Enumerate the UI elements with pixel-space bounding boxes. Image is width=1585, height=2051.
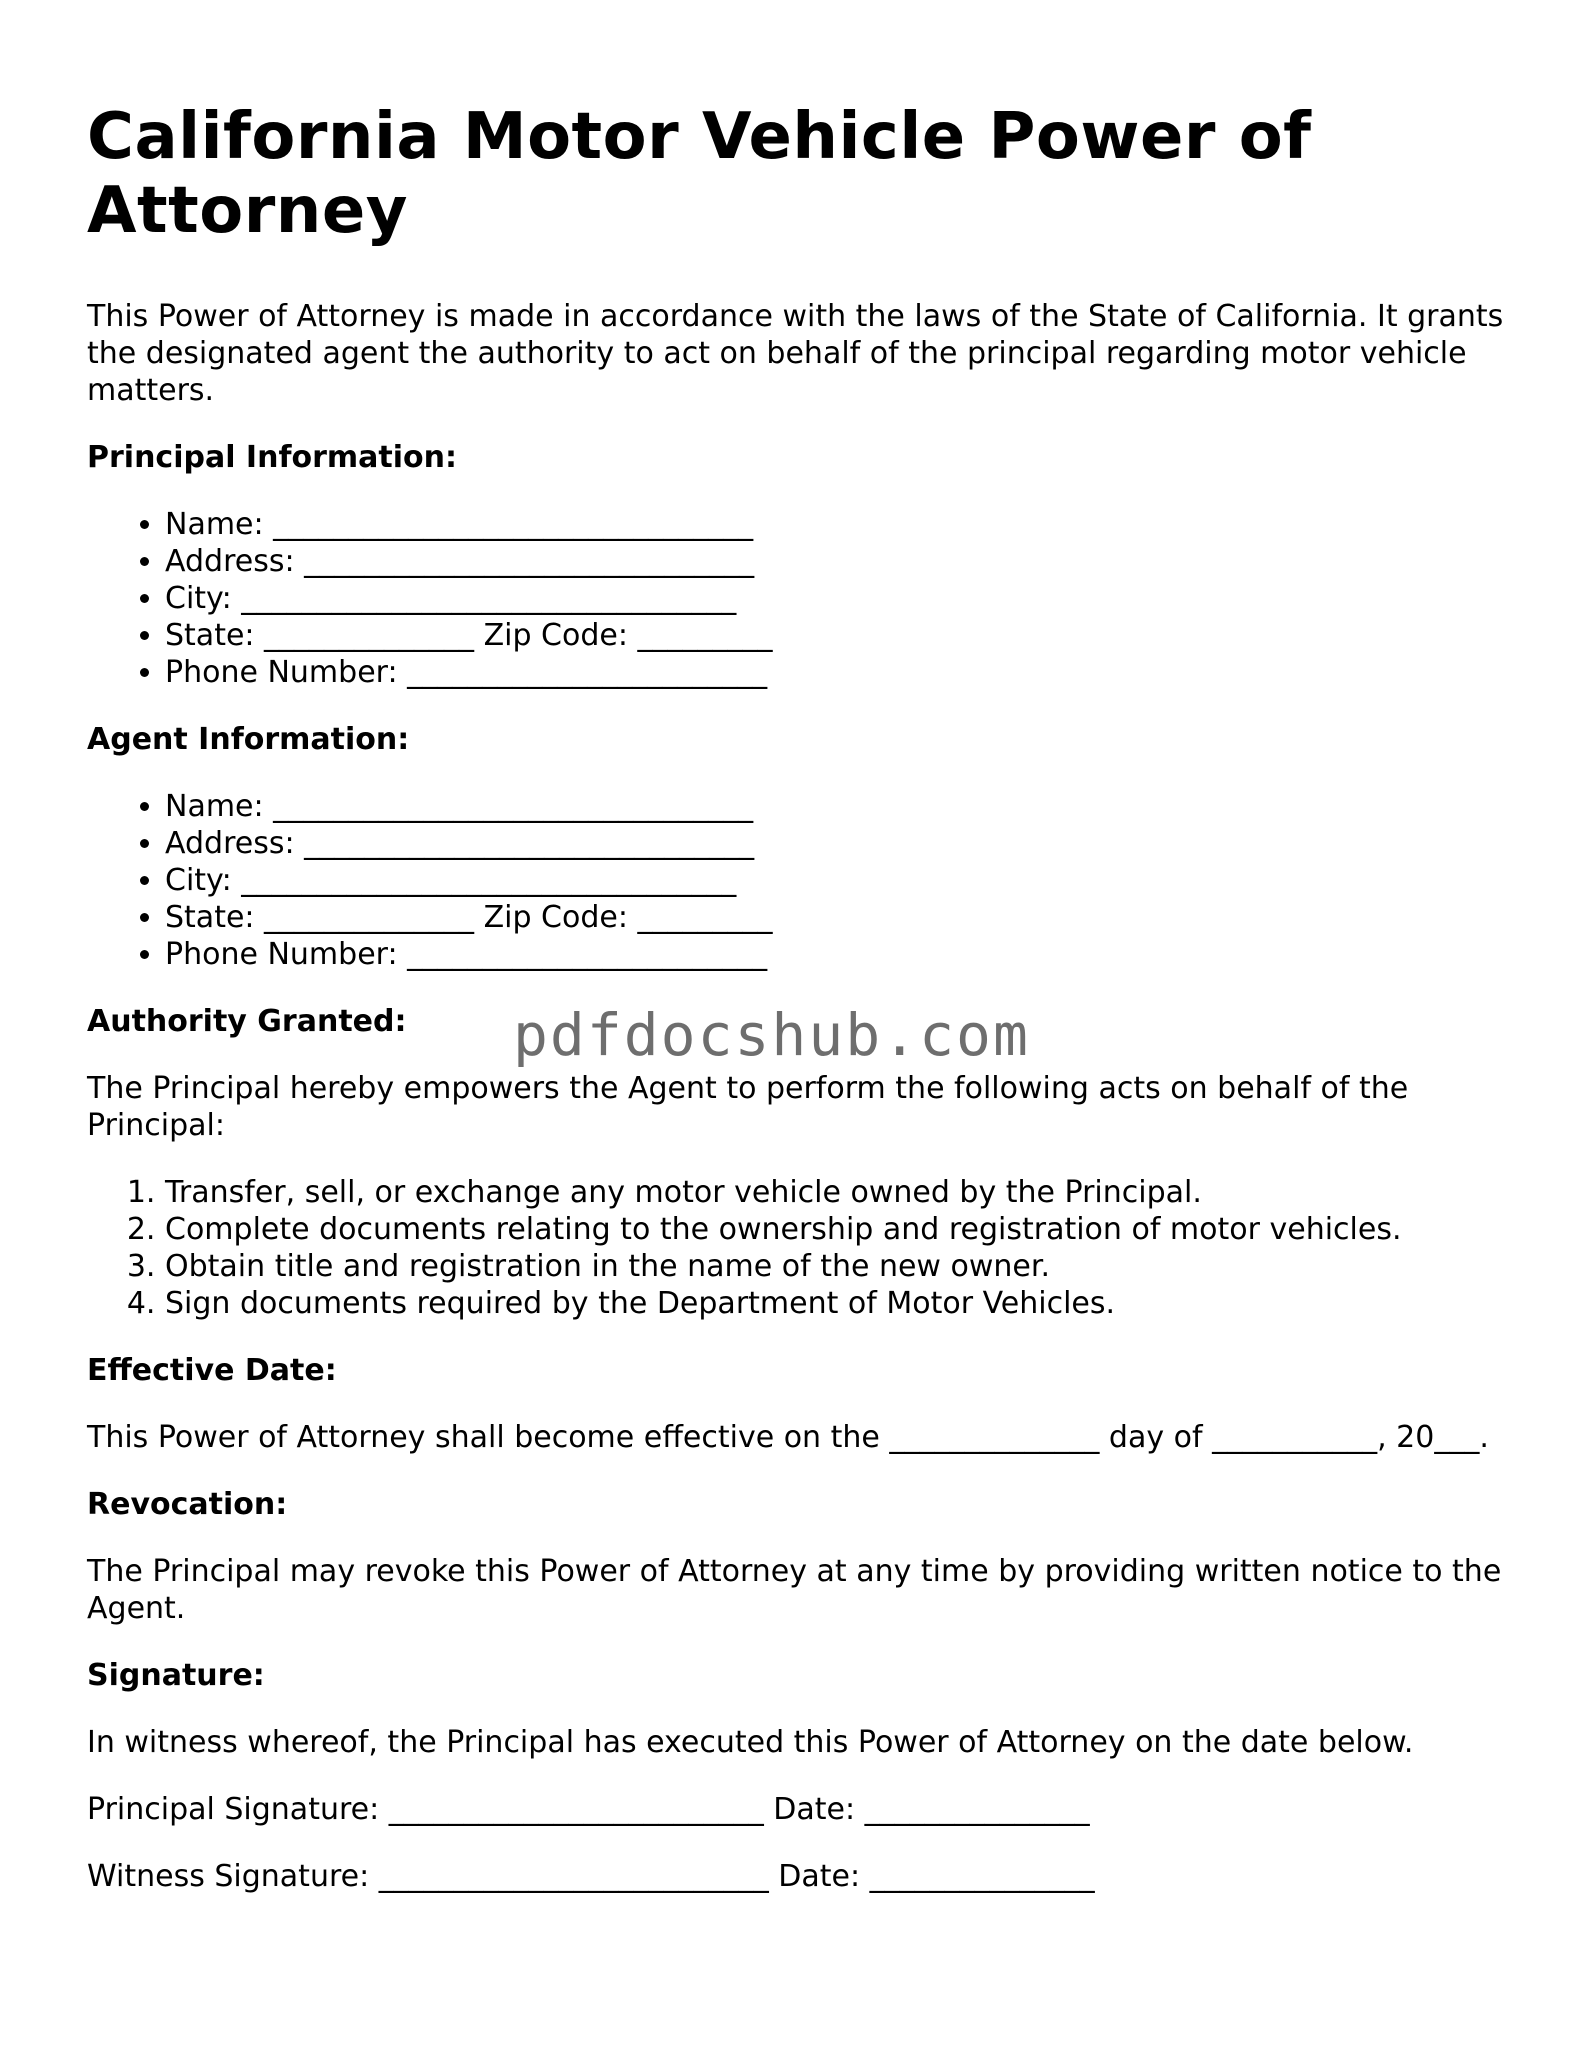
principal-name-field: • Name: ________________________________ xyxy=(165,506,1507,543)
watermark: pdfdocshub.com xyxy=(513,1001,1030,1069)
signature-heading: Signature: xyxy=(87,1658,265,1693)
authority-item: 1. Transfer, sell, or exchange any motor vehicle owned by the Principal. xyxy=(165,1174,1507,1211)
effective-date-heading: Effective Date: xyxy=(87,1353,337,1388)
agent-phone-field: • Phone Number: ________________________ xyxy=(165,936,1507,973)
authority-heading: Authority Granted: xyxy=(87,1004,407,1039)
revocation-text: The Principal may revoke this Power of Attorney at any time by providing written notice to the Agent. xyxy=(87,1554,1502,1626)
agent-city-field: • City: _________________________________ xyxy=(165,862,1507,899)
principal-list xyxy=(87,506,1507,691)
agent-heading: Agent Information: xyxy=(87,722,410,757)
principal-state-zip-field: • State: ______________ Zip Code: _________ xyxy=(165,617,1507,654)
principal-signature-line: Principal Signature: _________________________ Date: _______________ xyxy=(87,1792,1090,1827)
authority-item: 4. Sign documents required by the Department of Motor Vehicles. xyxy=(165,1285,1507,1322)
principal-address-field: • Address: ______________________________ xyxy=(165,543,1507,580)
principal-heading: Principal Information: xyxy=(87,440,458,475)
effective-date-text: This Power of Attorney shall become effective on the ______________ day of ___________, 20___. xyxy=(87,1420,1489,1455)
agent-name-field: • Name: ________________________________ xyxy=(165,788,1507,825)
revocation-heading: Revocation: xyxy=(87,1487,288,1522)
principal-phone-field: • Phone Number: ________________________ xyxy=(165,654,1507,691)
authority-item: 2. Complete documents relating to the ownership and registration of motor vehicles. xyxy=(165,1211,1507,1248)
authority-item: 3. Obtain title and registration in the name of the new owner. xyxy=(165,1248,1507,1285)
agent-state-zip-field: • State: ______________ Zip Code: _________ xyxy=(165,899,1507,936)
document-title: California Motor Vehicle Power of Attorney xyxy=(87,100,1312,248)
witness-signature-line: Witness Signature: __________________________ Date: _______________ xyxy=(87,1859,1095,1894)
principal-city-field: • City: _________________________________ xyxy=(165,580,1507,617)
intro-paragraph: This Power of Attorney is made in accordance with the laws of the State of California. It grants the designated agent the authority to act on behalf of the principal regarding motor vehicle matters. xyxy=(87,299,1504,408)
authority-list xyxy=(87,1174,1507,1322)
agent-list xyxy=(87,788,1507,973)
authority-intro: The Principal hereby empowers the Agent to perform the following acts on behalf of the Principal: xyxy=(87,1071,1409,1143)
agent-address-field: • Address: ______________________________ xyxy=(165,825,1507,862)
signature-text: In witness whereof, the Principal has executed this Power of Attorney on the date below. xyxy=(87,1725,1414,1760)
